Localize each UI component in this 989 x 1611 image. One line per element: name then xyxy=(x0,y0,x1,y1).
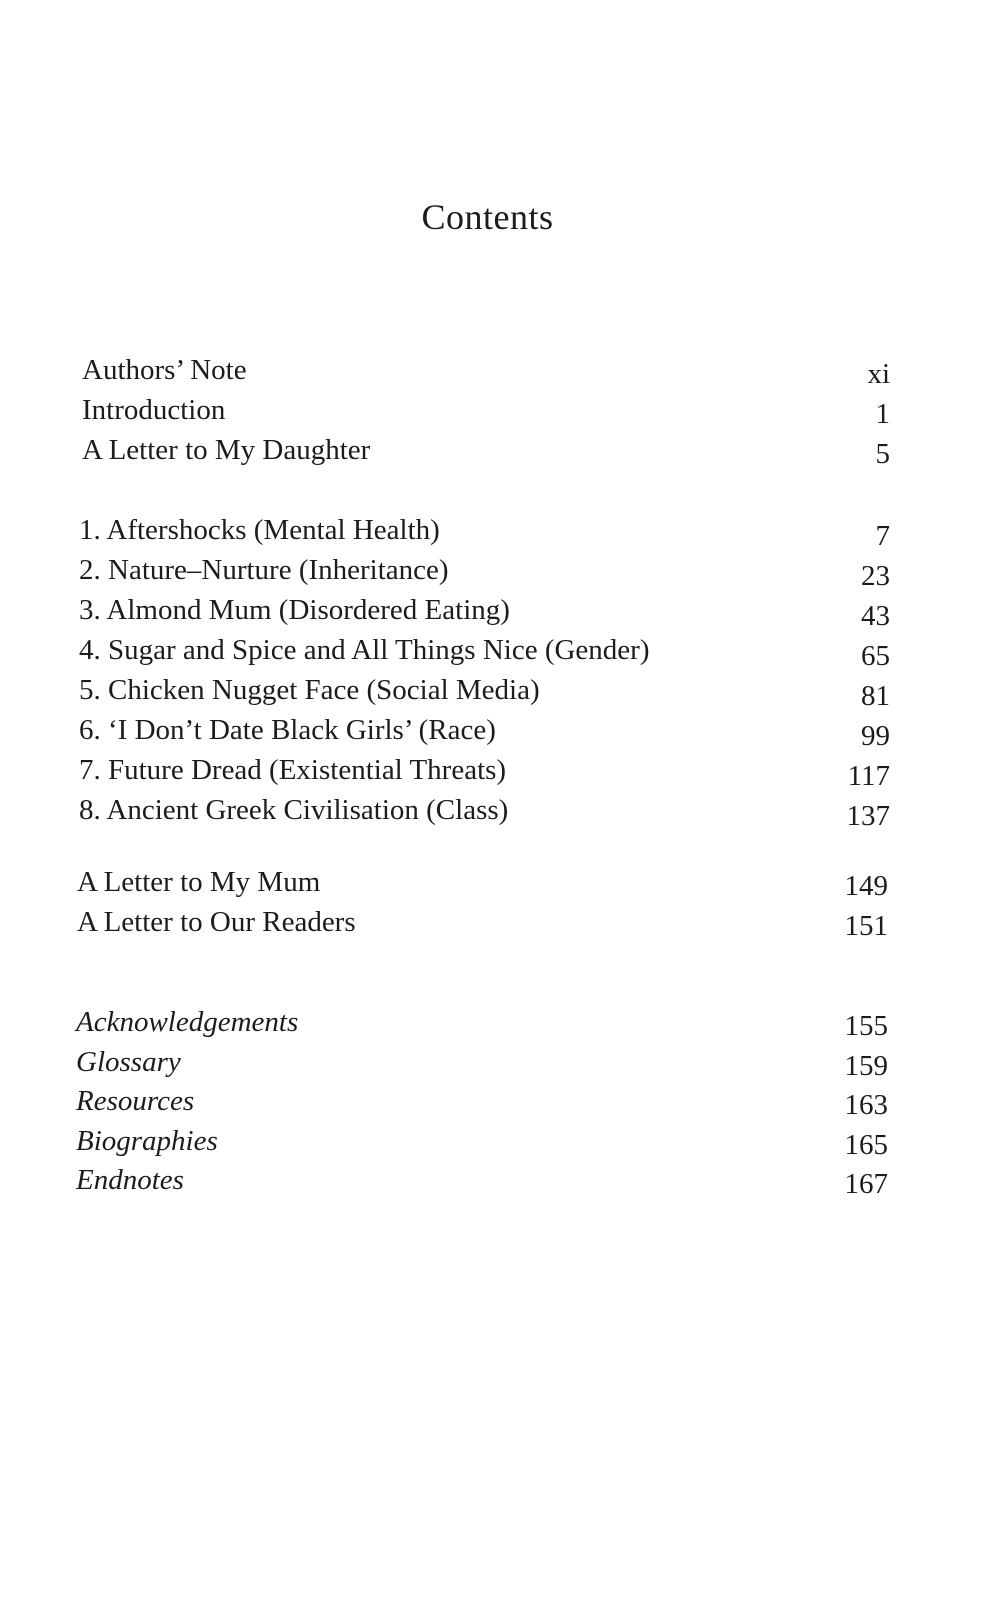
toc-page-number: 7 xyxy=(875,520,890,552)
toc-page-number: 137 xyxy=(846,800,890,832)
toc-entry[interactable] xyxy=(0,350,989,390)
toc-page-number: 65 xyxy=(861,640,890,672)
toc-entry-label: Introduction xyxy=(82,394,226,426)
toc-entry-label: Glossary xyxy=(76,1045,181,1078)
toc-page-number: 99 xyxy=(861,720,890,752)
toc-entry[interactable] xyxy=(0,790,989,830)
toc-entry-label: Resources xyxy=(76,1085,195,1117)
toc-entry-label: A Letter to My Mum xyxy=(77,866,321,898)
toc-entry-label: 7. Future Dread (Existential Threats) xyxy=(79,754,507,786)
toc-entry[interactable] xyxy=(0,550,989,590)
toc-entry-label: 8. Ancient Greek Civilisation (Class) xyxy=(79,794,509,826)
toc-entry[interactable] xyxy=(0,390,989,430)
toc-entry[interactable] xyxy=(0,510,989,550)
toc-entry-label: 4. Sugar and Spice and All Things Nice (Gender) xyxy=(79,634,650,666)
toc-entry[interactable] xyxy=(0,1160,989,1200)
toc-entry[interactable] xyxy=(0,630,989,670)
toc-page-number: 149 xyxy=(844,870,888,902)
toc-entry[interactable] xyxy=(0,590,989,630)
toc-entry[interactable] xyxy=(0,670,989,710)
toc-entry-label: A Letter to My Daughter xyxy=(82,434,371,466)
toc-entry-label: 3. Almond Mum (Disordered Eating) xyxy=(79,594,510,626)
toc-page-number: xi xyxy=(867,358,890,390)
toc-entry-label: 2. Nature–Nurture (Inheritance) xyxy=(79,554,449,586)
toc-page-number: 163 xyxy=(844,1089,888,1121)
toc-entry-label: Acknowledgements xyxy=(76,1006,299,1038)
toc-entry[interactable] xyxy=(0,430,989,470)
toc-entry-label: 6. ‘I Don’t Date Black Girls’ (Race) xyxy=(79,714,496,746)
toc-entry[interactable] xyxy=(0,750,989,790)
toc-page-number: 5 xyxy=(875,438,890,470)
toc-entry-label: 5. Chicken Nugget Face (Social Media) xyxy=(79,674,540,706)
toc-entry-label: Authors’ Note xyxy=(82,354,247,386)
toc-entry[interactable] xyxy=(0,1002,989,1042)
toc-entry[interactable] xyxy=(0,1042,989,1082)
toc-back-matter xyxy=(0,1002,989,1200)
toc-entry-label: Biographies xyxy=(76,1124,218,1157)
toc-page-number: 155 xyxy=(844,1010,888,1042)
toc-page-number: 1 xyxy=(875,398,890,430)
toc-page-number: 167 xyxy=(844,1168,888,1200)
toc-page-number: 159 xyxy=(844,1049,888,1082)
toc-entry[interactable] xyxy=(0,1121,989,1161)
toc-page-number: 23 xyxy=(861,560,890,592)
toc-entry[interactable] xyxy=(0,1081,989,1121)
page-title: Contents xyxy=(421,197,554,237)
toc-page-number: 151 xyxy=(844,910,888,942)
toc-letters xyxy=(0,862,989,942)
toc-entry[interactable] xyxy=(0,862,989,902)
toc-page-number: 43 xyxy=(861,600,890,632)
toc-page-number: 117 xyxy=(847,760,890,792)
toc-page-number: 165 xyxy=(844,1128,888,1161)
toc-entry-label: A Letter to Our Readers xyxy=(77,906,356,938)
toc-front-matter xyxy=(0,350,989,470)
toc-entry-label: Endnotes xyxy=(76,1164,184,1196)
toc-page-number: 81 xyxy=(861,680,890,712)
toc-chapters xyxy=(0,510,989,830)
toc-entry-label: 1. Aftershocks (Mental Health) xyxy=(79,514,440,546)
toc-entry[interactable] xyxy=(0,902,989,942)
toc-entry[interactable] xyxy=(0,710,989,750)
